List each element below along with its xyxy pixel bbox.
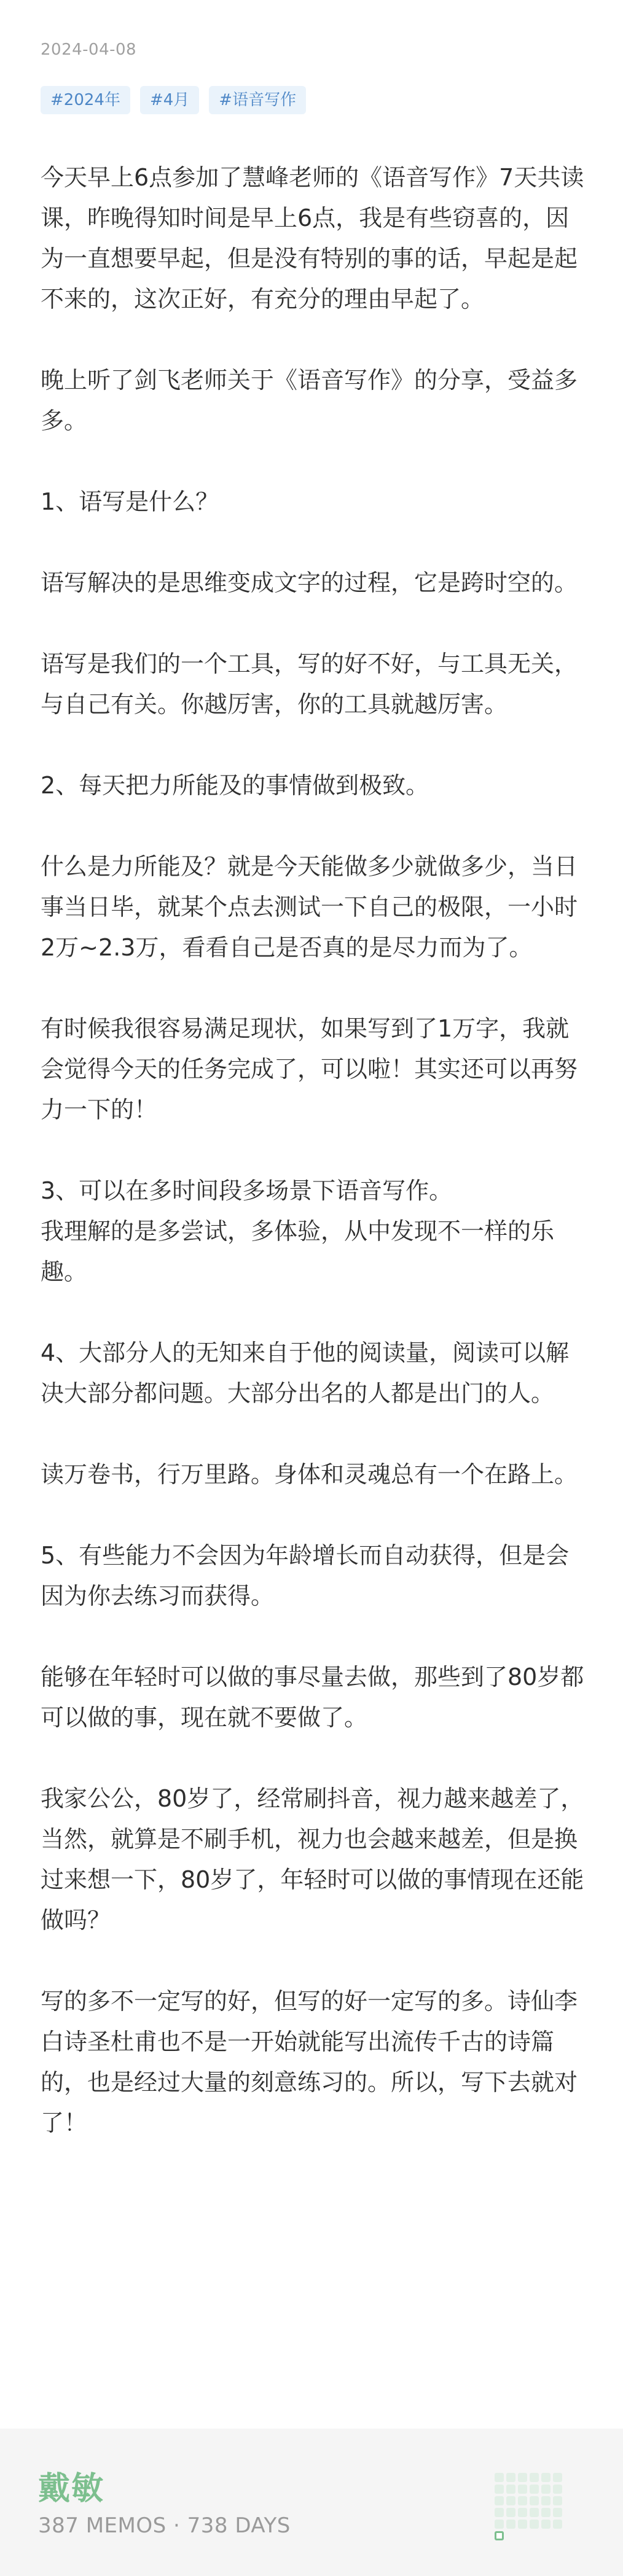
activity-heatmap-icon — [495, 2473, 562, 2540]
heatmap-cell — [495, 2496, 504, 2505]
memo-paragraph: 我家公公，80岁了，经常刷抖音，视力越来越差了，当然，就算是不刷手机，视力也会越来越差，但是换过来想一下，80岁了，年轻时可以做的事情现在还能做吗？ — [41, 1785, 584, 1934]
heatmap-cell — [530, 2496, 539, 2505]
memo-paragraph: 今天早上6点参加了慧峰老师的《语音写作》7天共读课，昨晚得知时间是早上6点，我是有些窃喜的，因为一直想要早起，但是没有特别的事的话，早起是起不来的，这次正好，有充分的理由早起了。 — [41, 164, 584, 313]
heatmap-cell — [530, 2520, 539, 2529]
heatmap-cell — [506, 2485, 515, 2494]
heatmap-cell — [541, 2508, 551, 2517]
heatmap-cell — [530, 2473, 539, 2482]
tag-voice-writing[interactable]: #语音写作 — [209, 86, 306, 114]
tag-2024[interactable]: #2024年 — [41, 86, 130, 114]
heatmap-cell — [553, 2473, 562, 2482]
heatmap-cell — [553, 2496, 562, 2505]
memo-paragraph: 晚上听了剑飞老师关于《语音写作》的分享，受益多多。 — [41, 367, 578, 434]
heatmap-cell — [541, 2473, 551, 2482]
memo-paragraph: 3、可以在多时间段多场景下语音写作。 我理解的是多尝试，多体验，从中发现不一样的乐趣。 — [41, 1177, 555, 1285]
heatmap-cell — [518, 2485, 527, 2494]
heatmap-cell — [495, 2508, 504, 2517]
memo-paragraph: 写的多不一定写的好，但写的好一定写的多。诗仙李白诗圣杜甫也不是一开始就能写出流传千古的诗篇的，也是经过大量的刻意练习的。所以，写下去就对了！ — [41, 1988, 578, 2136]
memo-date: 2024-04-08 — [41, 41, 137, 59]
heatmap-cell — [495, 2473, 504, 2482]
heatmap-cell — [553, 2520, 562, 2529]
heatmap-cell — [553, 2485, 562, 2494]
memo-paragraph: 2、每天把力所能及的事情做到极致。 — [41, 772, 429, 799]
author-name: 戴敏 — [38, 2470, 105, 2507]
memo-paragraph: 语写是我们的一个工具，写的好不好，与工具无关，与自己有关。你越厉害，你的工具就越厉害。 — [41, 650, 578, 718]
heatmap-cell — [541, 2520, 551, 2529]
heatmap-cell — [541, 2485, 551, 2494]
heatmap-cell — [553, 2508, 562, 2517]
heatmap-cell — [530, 2508, 539, 2517]
memo-stats: 387 MEMOS · 738 DAYS — [38, 2513, 291, 2538]
memo-paragraph: 能够在年轻时可以做的事尽量去做，那些到了80岁都可以做的事，现在就不要做了。 — [41, 1664, 584, 1731]
memo-paragraph: 有时候我很容易满足现状，如果写到了1万字，我就会觉得今天的任务完成了，可以啦！其实还可以再努力一下的！ — [41, 1015, 578, 1123]
memo-paragraph: 读万卷书，行万里路。身体和灵魂总有一个在路上。 — [41, 1461, 578, 1488]
heatmap-cell — [506, 2520, 515, 2529]
heatmap-cell — [518, 2520, 527, 2529]
memo-paragraph: 4、大部分人的无知来自于他的阅读量，阅读可以解决大部分都问题。大部分出名的人都是出门的人。 — [41, 1339, 570, 1407]
heatmap-cell — [518, 2473, 527, 2482]
heatmap-cell-active — [495, 2531, 504, 2540]
tag-april[interactable]: #4月 — [140, 86, 199, 114]
heatmap-cell — [506, 2508, 515, 2517]
memo-paragraph: 语写解决的是思维变成文字的过程，它是跨时空的。 — [41, 569, 578, 596]
heatmap-cell — [495, 2485, 504, 2494]
heatmap-cell — [541, 2496, 551, 2505]
memo-footer — [0, 2429, 623, 2576]
memo-paragraph: 5、有些能力不会因为年龄增长而自动获得，但是会因为你去练习而获得。 — [41, 1542, 570, 1609]
heatmap-cell — [530, 2485, 539, 2494]
heatmap-cell — [518, 2508, 527, 2517]
heatmap-cell — [506, 2473, 515, 2482]
heatmap-cell — [506, 2496, 515, 2505]
memo-paragraph: 什么是力所能及？就是今天能做多少就做多少，当日事当日毕，就某个点去测试一下自己的极限，一小时2万~2.3万，看看自己是否真的是尽力而为了。 — [41, 853, 578, 961]
memo-paragraph: 1、语写是什么？ — [41, 488, 219, 515]
tag-list — [41, 86, 306, 114]
heatmap-cell — [518, 2496, 527, 2505]
memo-body — [41, 157, 587, 2184]
heatmap-cell — [495, 2520, 504, 2529]
